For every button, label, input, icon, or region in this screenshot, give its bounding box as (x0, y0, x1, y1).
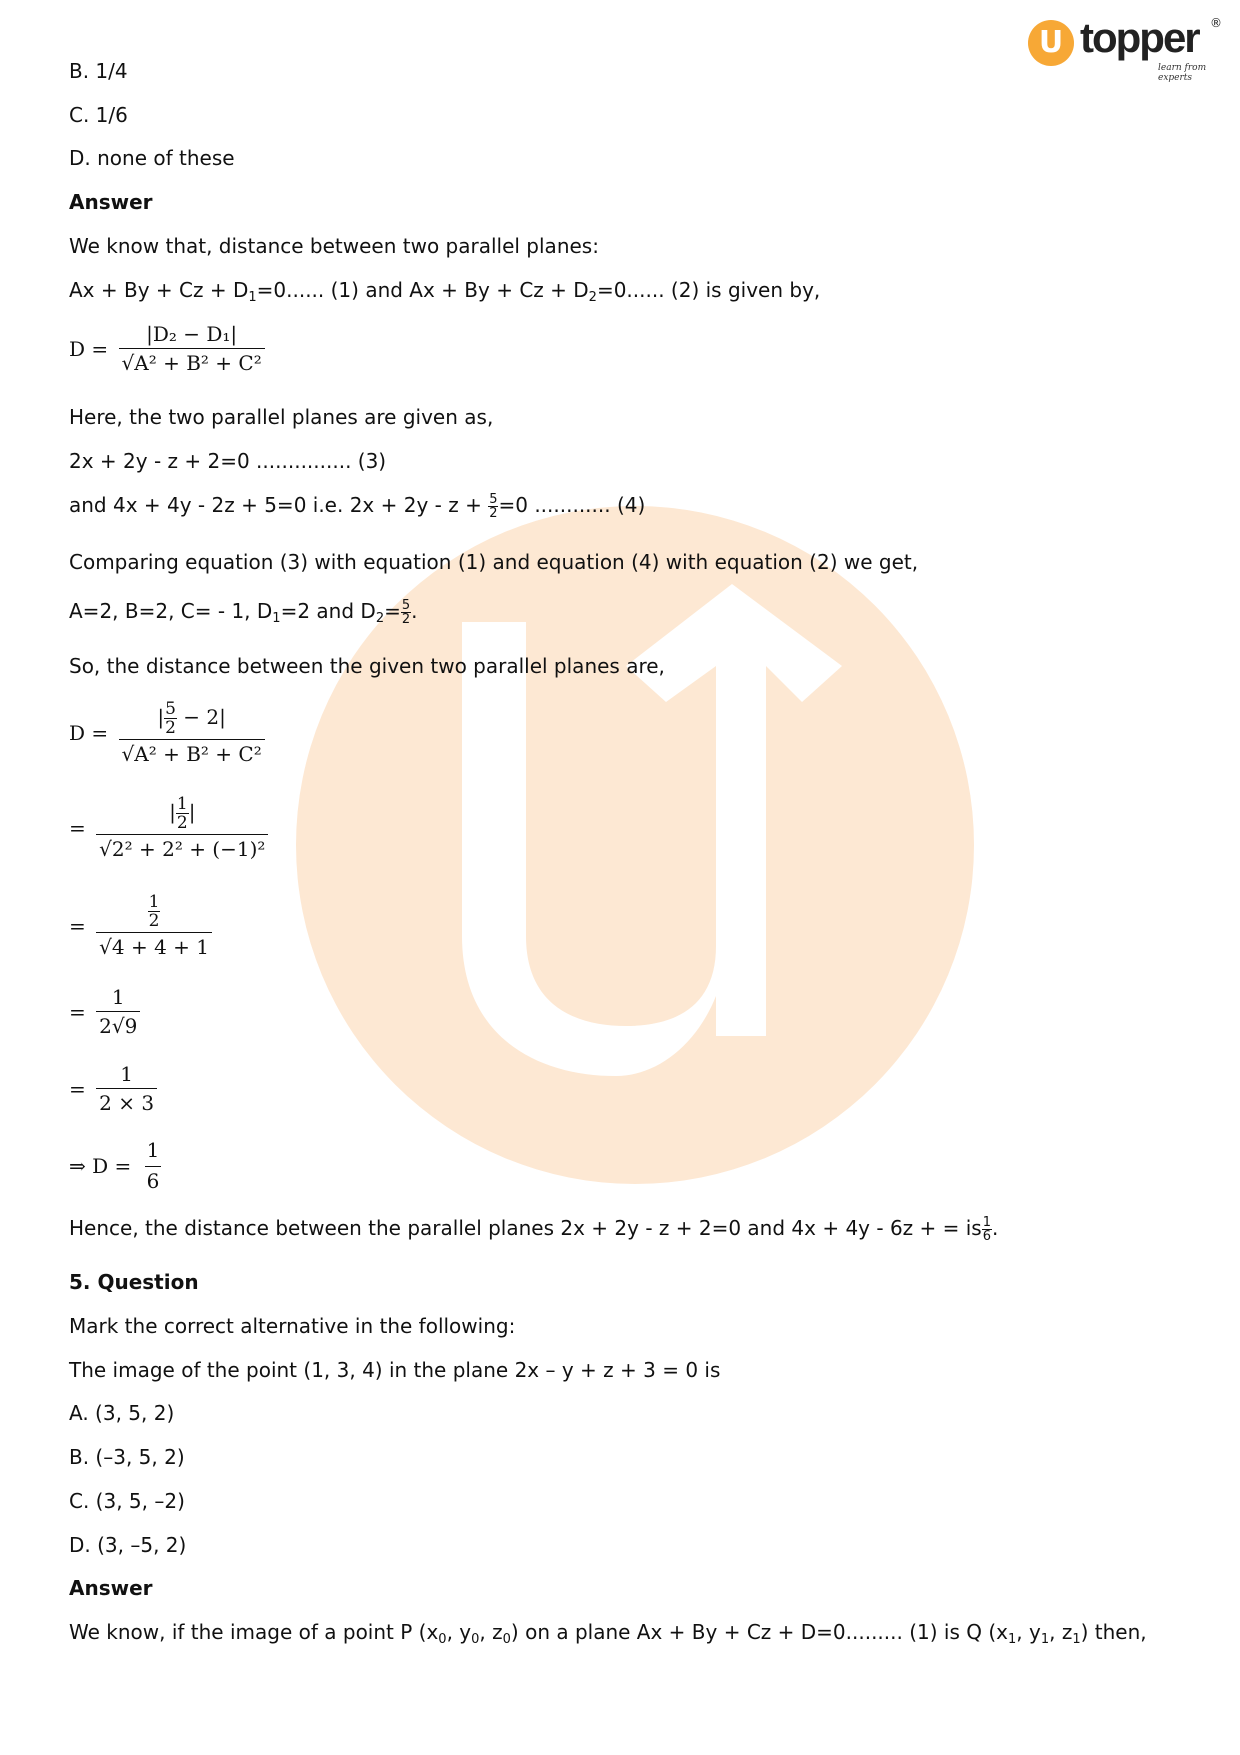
subscript: 0 (471, 1632, 480, 1647)
small-fraction (982, 1216, 992, 1243)
formula-step-1 (69, 700, 265, 766)
denominator (119, 348, 265, 375)
denominator: 2 (165, 718, 176, 738)
radicand: 2² + 2² + (−1)² (111, 837, 266, 861)
option-b: B. 1/4 (69, 59, 128, 83)
numerator: 1 (146, 1138, 160, 1162)
subscript: 1 (1040, 1632, 1050, 1647)
subscript: 0 (438, 1632, 447, 1647)
denominator: 2 × 3 (96, 1088, 157, 1115)
formula-lhs: D = (69, 721, 109, 745)
option-d: D. none of these (69, 146, 235, 170)
denominator-value: 6 (145, 1166, 162, 1193)
numerator: 1 (148, 892, 160, 912)
paragraph-hence (69, 1216, 998, 1243)
numerator: 1 (111, 985, 125, 1009)
text-part: and 4x + 4y - 2z + 5=0 i.e. 2x + 2y - z + (69, 493, 489, 517)
subscript: 2 (588, 290, 597, 305)
paragraph-values (69, 599, 418, 626)
fraction (96, 1062, 157, 1115)
formula-lhs: D = (69, 336, 109, 361)
denominator: 2 (148, 911, 160, 931)
radicand: A² + B² + C² (134, 351, 262, 375)
text-part: ) then, (1080, 1620, 1147, 1644)
paragraph-distance: So, the distance between the given two parallel planes are, (69, 654, 665, 678)
denominator: 2 (176, 813, 188, 833)
sqrt-sign: √ (99, 935, 112, 959)
equals-sign: = (69, 914, 86, 938)
equals-sign: = (69, 816, 86, 840)
topper-logo (1028, 14, 1224, 83)
numerator: | $\frac{5}{2}$ − 2| (157, 699, 226, 738)
numerator: 1 (982, 1215, 992, 1230)
text-part: Hence, the distance between the parallel planes 2x + 2y - z + 2=0 and 4x + 4y - 6z + = is (69, 1216, 982, 1240)
q5-option-c: C. (3, 5, –2) (69, 1489, 185, 1513)
formula-step-4 (69, 985, 140, 1038)
text-part: , z (479, 1620, 503, 1644)
small-fraction (401, 599, 411, 626)
subscript: 1 (248, 290, 257, 305)
question-text: The image of the point (1, 3, 4) in the plane 2x – y + z + 3 = 0 is (69, 1358, 721, 1382)
logo-mark: U (1028, 20, 1074, 66)
text-part: A=2, B=2, C= - 1, D (69, 599, 273, 623)
coefficient: 2 (99, 1014, 112, 1038)
numerator: 5 (489, 492, 498, 507)
text-part: , y (1016, 1620, 1041, 1644)
fraction (96, 795, 268, 861)
formula-step-2 (69, 795, 268, 861)
text-part: , z (1049, 1620, 1073, 1644)
text-part: . (992, 1216, 999, 1240)
sqrt-sign: √ (121, 351, 135, 375)
sqrt-sign: √ (99, 837, 112, 861)
text-part: . (411, 599, 418, 623)
formula-result (69, 1138, 164, 1193)
equation-3: 2x + 2y - z + 2=0 ............... (3) (69, 449, 387, 473)
fraction (142, 1138, 165, 1193)
paragraph-given: Here, the two parallel planes are given as, (69, 405, 494, 429)
q5-option-b: B. (–3, 5, 2) (69, 1445, 185, 1469)
fraction (119, 322, 265, 375)
numerator: 5 (401, 598, 411, 613)
q5-option-d: D. (3, –5, 2) (69, 1533, 187, 1557)
q5-option-a: A. (3, 5, 2) (69, 1401, 175, 1425)
paragraph-image-point (69, 1620, 1147, 1647)
text-part: =0 ............ (4) (498, 493, 646, 517)
numerator (96, 893, 212, 932)
fraction (96, 893, 212, 959)
paragraph-intro: We know that, distance between two parallel planes: (69, 234, 599, 258)
text-part: ) on a plane Ax + By + Cz + D=0......... (1) is Q (x (510, 1620, 1008, 1644)
text-part: , y (446, 1620, 472, 1644)
denominator (119, 739, 265, 766)
small-fraction (148, 893, 161, 930)
logo-tagline: learn from experts (1158, 63, 1207, 83)
small-fraction (176, 795, 189, 832)
formula-step-3 (69, 893, 212, 959)
text-part: = (384, 599, 401, 623)
denominator (96, 1011, 140, 1038)
answer-heading: Answer (69, 190, 153, 214)
small-fraction (164, 700, 177, 737)
formula-step-5 (69, 1062, 157, 1115)
question-heading: 5. Question (69, 1270, 199, 1294)
text-part: We know, if the image of a point P (x (69, 1620, 439, 1644)
formula-lhs: ⇒ D = (69, 1153, 132, 1178)
question-instruction: Mark the correct alternative in the following: (69, 1314, 516, 1338)
equals-sign: = (69, 1076, 86, 1101)
radicand: A² + B² + C² (134, 742, 262, 766)
registered-mark: ® (1210, 16, 1222, 30)
text-part: =0...... (2) is given by, (596, 278, 821, 302)
subscript: 1 (1007, 1632, 1017, 1647)
numerator: |D₂ − D₁| (146, 322, 238, 346)
answer-heading: Answer (69, 1576, 153, 1600)
denominator: 2 (401, 612, 411, 627)
equals-sign: = (69, 999, 86, 1024)
sqrt-sign: √ (121, 742, 135, 766)
small-fraction (488, 493, 498, 520)
logo-wordmark: topper (1080, 14, 1199, 61)
text-part: =2 and D (280, 599, 376, 623)
subscript: 1 (1072, 1632, 1081, 1647)
option-c: C. 1/6 (69, 103, 128, 127)
numerator: 1 (120, 1062, 133, 1086)
denominator: 6 (982, 1229, 992, 1244)
text-part: Ax + By + Cz + D (69, 278, 249, 302)
formula-distance (69, 322, 265, 375)
numerator: 5 (165, 699, 176, 719)
fraction (96, 985, 140, 1038)
denominator (142, 1164, 165, 1193)
paragraph-planes (69, 278, 821, 305)
sqrt-sign: √ (111, 1014, 125, 1038)
fraction (119, 700, 265, 766)
numerator: 1 (176, 794, 188, 814)
denominator (96, 932, 212, 959)
subscript: 2 (375, 611, 385, 626)
subscript: 0 (502, 1632, 511, 1647)
equation-4 (69, 493, 645, 520)
denominator (96, 834, 268, 861)
numerator-tail: − 2 (183, 705, 220, 729)
text-part: =0...... (1) and Ax + By + Cz + D (256, 278, 589, 302)
numerator: | $\frac{1}{2}$ | (169, 794, 196, 833)
subscript: 1 (272, 611, 281, 626)
denominator: 2 (489, 506, 498, 521)
radicand: 9 (124, 1014, 138, 1038)
paragraph-comparing: Comparing equation (3) with equation (1) and equation (4) with equation (2) we get, (69, 550, 919, 574)
radicand: 4 + 4 + 1 (111, 935, 209, 959)
